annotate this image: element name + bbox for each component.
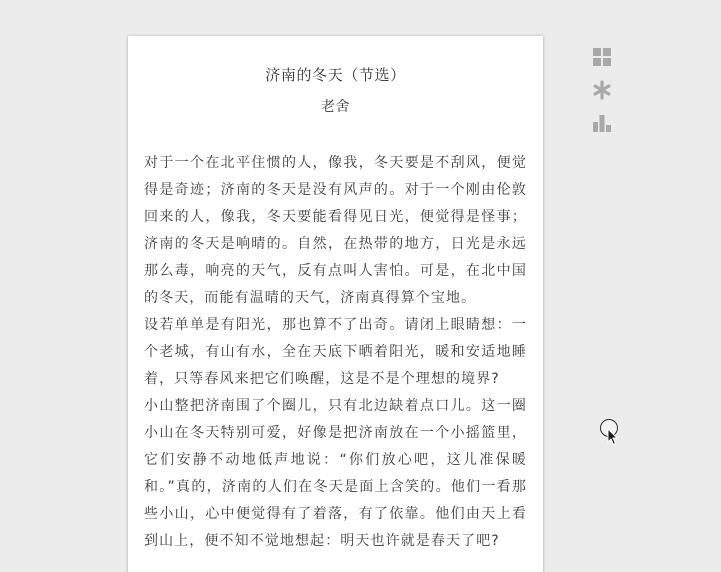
asterisk-icon	[592, 80, 612, 100]
mouse-cursor-icon	[607, 428, 619, 446]
paragraph: 对于一个在北平住惯的人，像我，冬天要是不刮风，便觉得是奇迹；济南的冬天是没有风声的。对于一个刚由伦敦回来的人，像我，冬天要能看得见日光，便觉得是怪事；济南的冬天是响晴的。自然，在热带的地方，日光是永远那么毒，响亮的天气，反有点叫人害怕。可是，在北中国的冬天，而能有温晴的天气，济南真得算个宝地。	[144, 155, 527, 306]
paragraph: 设若单单是有阳光，那也算不了出奇。请闭上眼睛想：一个老城，有山有水，全在天底下晒着阳光，暖和安适地睡着，只等春风来把它们唤醒，这是不是个理想的境界?	[144, 317, 527, 387]
settings-button[interactable]	[590, 78, 614, 102]
paragraph: 小山整把济南围了个圈儿，只有北边缺着点口儿。这一圈小山在冬天特别可爱，好像是把济南放在一个小摇篮里，它们安静不动地低声地说：“你们放心吧，这儿准保暖和。”真的，济南的人们在冬天是面上含笑的。他们一看那些小山，心中便觉得有了着落，有了依靠。他们由天上看到山上，便不知不觉地想起：明天也许就是春天了吧?	[144, 398, 527, 549]
bar-chart-icon	[592, 113, 612, 133]
grid-icon	[592, 47, 612, 67]
statistics-button[interactable]	[590, 111, 614, 135]
document-page	[128, 36, 543, 572]
side-toolbar	[590, 45, 614, 144]
document-author: 老舍	[320, 99, 351, 115]
grid-view-button[interactable]	[590, 45, 614, 69]
document-title: 济南的冬天（节选）	[265, 66, 406, 84]
